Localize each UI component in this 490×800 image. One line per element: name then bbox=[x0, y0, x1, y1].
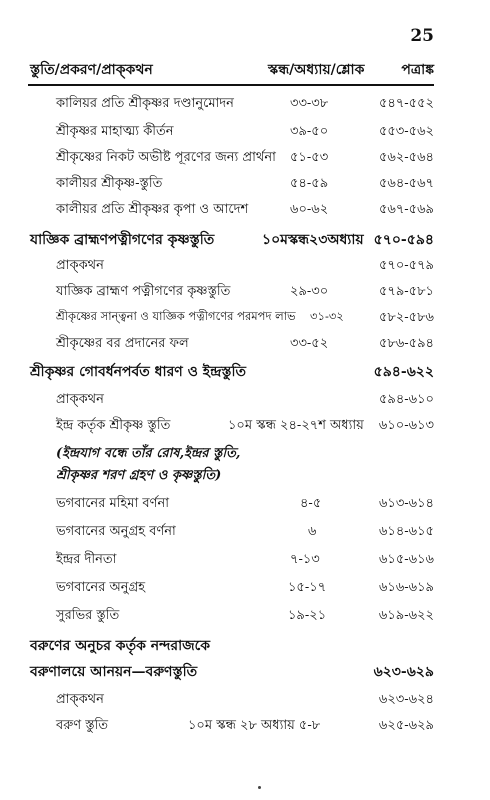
entry-page-range: ৬১৫-৬১৬ bbox=[378, 552, 434, 567]
entry-topic: কালীয়র প্রতি শ্রীকৃষ্ণর কৃপা ও আদেশ bbox=[56, 202, 249, 217]
toc-entry bbox=[0, 334, 490, 358]
print-dot bbox=[258, 786, 261, 789]
column-header-page: পত্রাঙ্ক bbox=[401, 62, 434, 78]
note-text: (ইন্দ্রযাগ বন্ধে তাঁর রোষ,ইন্দ্রর স্তুতি, bbox=[56, 446, 241, 461]
entry-reference: ১০ম স্কন্ধ ২৮ অধ্যায় ৫-৮ bbox=[188, 718, 321, 733]
entry-topic: যাজ্ঞিক ব্রাহ্মণ পত্নীগণের কৃষ্ণস্তুতি bbox=[56, 284, 231, 299]
toc-section-heading bbox=[0, 660, 490, 684]
entry-topic: প্রাক্‌কথন bbox=[56, 392, 104, 407]
entry-page-range: ৬১৪-৬১৫ bbox=[378, 524, 434, 539]
entry-page-range: ৬২৫-৬২৯ bbox=[378, 718, 434, 733]
entry-reference: ৩৯-৫০ bbox=[290, 124, 329, 139]
entry-reference: ১৯-২১ bbox=[288, 608, 327, 623]
entry-page-range: ৬১৩-৬১৪ bbox=[378, 496, 434, 511]
toc-entry bbox=[0, 550, 490, 574]
toc-entry bbox=[0, 390, 490, 414]
entry-reference: ৪-৫ bbox=[300, 496, 322, 511]
toc-entry bbox=[0, 578, 490, 602]
entry-page-range: ৫৯৪-৬১০ bbox=[378, 392, 434, 407]
entry-reference: ৩৩-৫২ bbox=[290, 336, 329, 351]
entry-page-range: ৬২৩-৬২৪ bbox=[378, 692, 434, 707]
entry-reference: ১৫-১৭ bbox=[288, 580, 327, 595]
toc-entry bbox=[0, 690, 490, 714]
entry-reference: ৭-১৩ bbox=[290, 552, 320, 567]
entry-topic: শ্রীকৃষ্ণের সান্ত্বনা ও যাজ্ঞিক পত্নীগণের পরমপদ লাভ bbox=[56, 309, 296, 323]
entry-page-range: ৫৬২-৫৬৪ bbox=[378, 150, 434, 165]
entry-page-range: ৫৮৬-৫৯৪ bbox=[378, 336, 434, 351]
toc-entry bbox=[0, 94, 490, 118]
entry-topic: বরুণ স্তুতি bbox=[56, 718, 109, 733]
entry-reference: ৫১-৫৩ bbox=[290, 150, 329, 165]
page-number: 25 bbox=[410, 26, 434, 46]
entry-topic: ইন্দ্রর দীনতা bbox=[56, 552, 117, 567]
toc-section-heading bbox=[0, 228, 490, 252]
entry-page-range: ৫৫৩-৫৬২ bbox=[378, 124, 434, 139]
entry-topic: প্রাক্‌কথন bbox=[56, 692, 104, 707]
toc-entry bbox=[0, 606, 490, 630]
section-page-range: ৫৯৪-৬২২ bbox=[373, 364, 434, 380]
entry-page-range: ৫৮২-৫৮৬ bbox=[378, 310, 434, 325]
toc-entry bbox=[0, 416, 490, 440]
toc-entry bbox=[0, 174, 490, 198]
toc-section-heading bbox=[0, 360, 490, 384]
entry-topic: ভগবানের অনুগ্রহ বর্ণনা bbox=[56, 524, 176, 539]
entry-topic: শ্রীকৃষ্ণের বর প্রদানের ফল bbox=[56, 336, 189, 351]
entry-page-range: ৫৭৯-৫৮১ bbox=[378, 284, 434, 299]
section-title: শ্রীকৃষ্ণর গোবর্ধনপর্বত ধারণ ও ইন্দ্রস্তুতি bbox=[30, 364, 246, 380]
entry-page-range: ৫৪৭-৫৫২ bbox=[378, 96, 434, 111]
toc-note-line bbox=[0, 466, 490, 490]
toc-entry bbox=[0, 716, 490, 740]
toc-entry bbox=[0, 122, 490, 146]
entry-topic: শ্রীকৃষ্ণর মাহাত্ম্য কীর্তন bbox=[56, 124, 174, 139]
entry-topic: ভগবানের অনুগ্রহ bbox=[56, 580, 146, 595]
entry-topic: কালিয়র প্রতি শ্রীকৃষ্ণর দণ্ডানুমোদন bbox=[56, 96, 234, 111]
entry-reference: ৫৪-৫৯ bbox=[290, 176, 329, 191]
toc-section-heading bbox=[0, 634, 490, 658]
entry-topic: প্রাক্‌কথন bbox=[56, 258, 104, 273]
entry-reference: ৩৩-৩৮ bbox=[290, 96, 329, 111]
toc-entry bbox=[0, 308, 490, 332]
entry-page-range: ৫৬৭-৫৬৯ bbox=[378, 202, 434, 217]
section-page-range: ৬২৩-৬২৯ bbox=[373, 664, 434, 680]
entry-topic: কালীয়র শ্রীকৃষ্ণ-স্তুতি bbox=[56, 176, 163, 191]
section-title: যাজ্ঞিক ব্রাহ্মণপত্নীগণের কৃষ্ণস্তুতি bbox=[30, 232, 215, 248]
entry-page-range: ৬১৬-৬১৯ bbox=[378, 580, 434, 595]
entry-reference: ৩১-৩২ bbox=[310, 309, 344, 323]
section-title: বরুণালয়ে আনয়ন—বরুণস্তুতি bbox=[30, 664, 198, 680]
column-header-reference: স্কন্ধ/অধ্যায়/শ্লোক bbox=[268, 62, 365, 78]
section-reference: ১০মস্কন্ধ২৩অধ্যায় bbox=[262, 232, 364, 248]
entry-page-range: ৫৬৪-৫৬৭ bbox=[378, 176, 434, 191]
column-header-topic: স্তুতি/প্রকরণ/প্রাক্‌কথন bbox=[30, 62, 153, 78]
entry-reference: ৬ bbox=[308, 524, 317, 539]
note-text: শ্রীকৃষ্ণর শরণ গ্রহণ ও কৃষ্ণস্তুতি) bbox=[56, 468, 222, 483]
entry-topic: শ্রীকৃষ্ণের নিকট অভীষ্ট পূরণের জন্য প্রার্থনা bbox=[56, 150, 276, 165]
entry-reference: ১০ম স্কন্ধ ২৪-২৭শ অধ্যায় bbox=[228, 418, 364, 433]
toc-entry bbox=[0, 494, 490, 518]
entry-topic: ইন্দ্র কর্তৃক শ্রীকৃষ্ণ স্তুতি bbox=[56, 418, 171, 433]
toc-entry bbox=[0, 256, 490, 280]
entry-page-range: ৬১৯-৬২২ bbox=[378, 608, 434, 623]
toc-entry bbox=[0, 148, 490, 172]
entry-topic: ভগবানের মহিমা বর্ণনা bbox=[56, 496, 169, 511]
section-page-range: ৫৭০-৫৯৪ bbox=[373, 232, 434, 248]
entry-reference: ২৯-৩০ bbox=[290, 284, 329, 299]
toc-entry bbox=[0, 282, 490, 306]
toc-entry bbox=[0, 522, 490, 546]
entry-page-range: ৬১০-৬১৩ bbox=[378, 418, 434, 433]
toc-entry bbox=[0, 200, 490, 224]
entry-page-range: ৫৭০-৫৭৯ bbox=[378, 258, 434, 273]
section-title: বরুণের অনুচর কর্তৃক নন্দরাজকে bbox=[30, 638, 211, 654]
entry-reference: ৬০-৬২ bbox=[290, 202, 329, 217]
entry-topic: সুরভির স্তুতি bbox=[56, 608, 120, 623]
toc-note-line bbox=[0, 444, 490, 468]
